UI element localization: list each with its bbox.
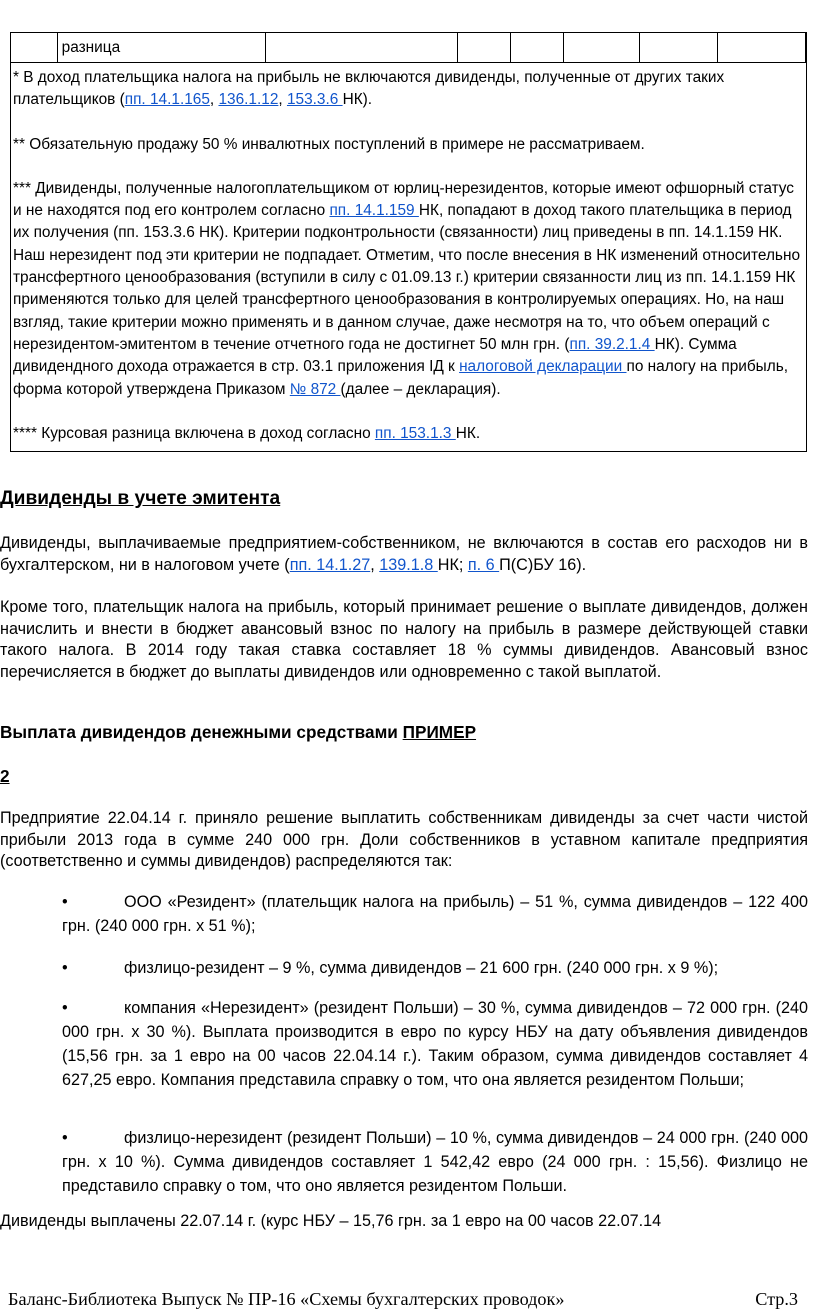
reference-link[interactable]: пп. 14.1.159: [329, 202, 419, 220]
reference-link[interactable]: 139.1.8: [379, 555, 438, 574]
section-title: Дивиденды в учете эмитента: [0, 488, 281, 509]
table-cell: [510, 33, 563, 63]
list-item-text: ООО «Резидент» (плательщик налога на прибыль) – 51 %, сумма дивидендов – 122 400 грн. (240 000 грн. х 51 %);: [62, 893, 808, 935]
text-span: ,: [278, 91, 287, 109]
bullet-icon: •: [62, 959, 68, 977]
bullet-icon: •: [62, 999, 68, 1017]
list-item-text: компания «Нерезидент» (резидент Польши) – 30 %, сумма дивидендов – 72 000 грн. (240 000 грн. х 30 %). Выплата производится в евро по курсу НБУ на дату объявления дивидендов (15,56 грн. за 1 евро на 00 часов 22.04.14 г.). Таким образом, сумма дивидендов составляет 4 627,25 евро. Компания представила справку о том, что она является резидентом Польши;: [62, 999, 808, 1089]
footnote: [13, 134, 802, 156]
difference-table: [10, 32, 807, 452]
reference-link[interactable]: № 872: [289, 380, 341, 398]
text-span: по налогу на прибыль, форма которой утверждена Приказом: [13, 358, 789, 398]
text-span: НК). Сумма дивидендного дохода отражается в стр. 03.1 приложения ІД к: [13, 335, 737, 376]
spacer: [13, 112, 802, 134]
table-cell: [563, 33, 639, 63]
table-cell: [717, 33, 805, 63]
reference-link[interactable]: п. 6: [467, 555, 500, 574]
row-label: разница: [61, 39, 121, 56]
subsection-title: [0, 722, 476, 743]
list-item: [62, 890, 808, 938]
text-span: Дивиденды, выплачиваемые предприятием-собственником, не включаются в состав его расходов ни в бухгалтерском, ни в налоговом учете (: [0, 534, 808, 574]
text-span: НК;: [437, 555, 468, 574]
subsection-title-text: Выплата дивидендов денежными средствами: [0, 722, 403, 742]
text-span: НК, попадают в доход такого плательщика в период их получения (пп. 153.3.6 НК). Критерии подконтрольности (связанности) лиц приведены в пп. 14.1.159 НК. Наш нерезидент под эти критерии не подпадает. Отметим, что после внесения в НК изменений относительно трансфертного ценообразования (вступили в силу с 01.09.13 г.) критерии связанности лиц из пп. 14.1.159 НК применяются только для целей трансфертного ценообразования в контролируемых операциях. Но, на наш взгляд, такие критерии можно применять и в данном случае, даже несмотря на то, что объем операций с нерезидентом-эмитентом в течение отчетного года не достигнет 50 млн грн. (: [13, 202, 801, 353]
reference-link[interactable]: 136.1.12: [218, 91, 279, 109]
text-span: (далее – декларация).: [340, 380, 501, 398]
example-intro: Предприятие 22.04.14 г. приняло решение выплатить собственникам дивиденды за счет части чистой прибыли 2013 года в сумме 240 000 грн. Доли собственников в уставном капитале предприятия (соответственно и суммы дивидендов) распределяются так:: [0, 809, 808, 871]
footnote: [13, 423, 802, 445]
footer-title: Баланс-Библиотека Выпуск № ПР-16 «Схемы бухгалтерских проводок»: [8, 1289, 565, 1309]
text-span: *** Дивиденды, полученные налогоплательщиком от юрлиц-нерезидентов, которые имеют офшорный статус и не находятся под его контролем согласно: [13, 179, 795, 220]
table-cell: [640, 33, 717, 63]
page-footer: [8, 1289, 808, 1310]
bullet-icon: •: [62, 1129, 68, 1147]
table-cell: [265, 33, 458, 63]
section-paragraph-2: Кроме того, плательщик налога на прибыль, который принимает решение о выплате дивидендов, должен начислить и внести в бюджет авансовый взнос по налогу на прибыль в размере действующей ставки такого налога. В 2014 году такая ставка составляет 18 % суммы дивидендов. Авансовый взнос перечисляется в бюджет до выплаты дивидендов или одновременно с такой выплатой.: [0, 598, 808, 681]
list-item: [62, 996, 808, 1092]
list-item-text: физлицо-резидент – 9 %, сумма дивидендов – 21 600 грн. (240 000 грн. х 9 %);: [124, 959, 719, 977]
table-cell: [806, 33, 807, 63]
reference-link[interactable]: пп. 153.1.3: [374, 424, 456, 442]
table-cell: [458, 33, 511, 63]
text-span: ,: [370, 555, 380, 574]
spacer: [13, 156, 802, 178]
text-span: П(С)БУ 16).: [499, 555, 587, 574]
list-item: [62, 956, 808, 980]
table-cell: [11, 33, 58, 63]
text-span: ** Обязательную продажу 50 % инвалютных поступлений в примере не рассматриваем.: [13, 135, 645, 153]
reference-link[interactable]: пп. 14.1.165: [124, 91, 210, 109]
text-span: НК).: [342, 91, 373, 109]
bullet-icon: •: [62, 893, 68, 911]
list-item: [62, 1126, 808, 1198]
table-row: [11, 33, 807, 63]
text-span: ,: [209, 91, 219, 109]
table-cell-label: [57, 33, 265, 63]
text-span: * В доход плательщика налога на прибыль не включаются дивиденды, полученные от других таких плательщиков (: [13, 69, 725, 109]
reference-link[interactable]: налоговой декларации: [459, 358, 627, 376]
footnote: [13, 178, 802, 401]
text-span: НК.: [455, 424, 481, 442]
table-notes-cell: [11, 63, 807, 452]
reference-link[interactable]: пп. 14.1.27: [289, 555, 371, 574]
section-paragraph-1: [0, 533, 808, 576]
list-item-text: физлицо-нерезидент (резидент Польши) – 10 %, сумма дивидендов – 24 000 грн. (240 000 грн. х 10 %). Сумма дивидендов составляет 1 542,42 евро (24 000 грн. : 15,56). Физлицо не представило справку о том, что оно является резидентом Польши.: [62, 1129, 808, 1195]
page-number: Стр.3: [755, 1289, 798, 1309]
text-span: **** Курсовая разница включена в доход согласно: [13, 424, 375, 442]
example-number: 2: [0, 766, 10, 786]
example-link[interactable]: ПРИМЕР: [402, 722, 477, 742]
closing-paragraph: Дивиденды выплачены 22.07.14 г. (курс НБУ – 15,76 грн. за 1 евро на 00 часов 22.07.14: [0, 1212, 662, 1230]
footnotes: [11, 63, 806, 451]
reference-link[interactable]: пп. 39.2.1.4: [569, 335, 655, 353]
footnote: [13, 67, 802, 112]
spacer: [13, 401, 802, 423]
reference-link[interactable]: 153.3.6: [286, 91, 343, 109]
table-notes-row: [11, 63, 807, 452]
